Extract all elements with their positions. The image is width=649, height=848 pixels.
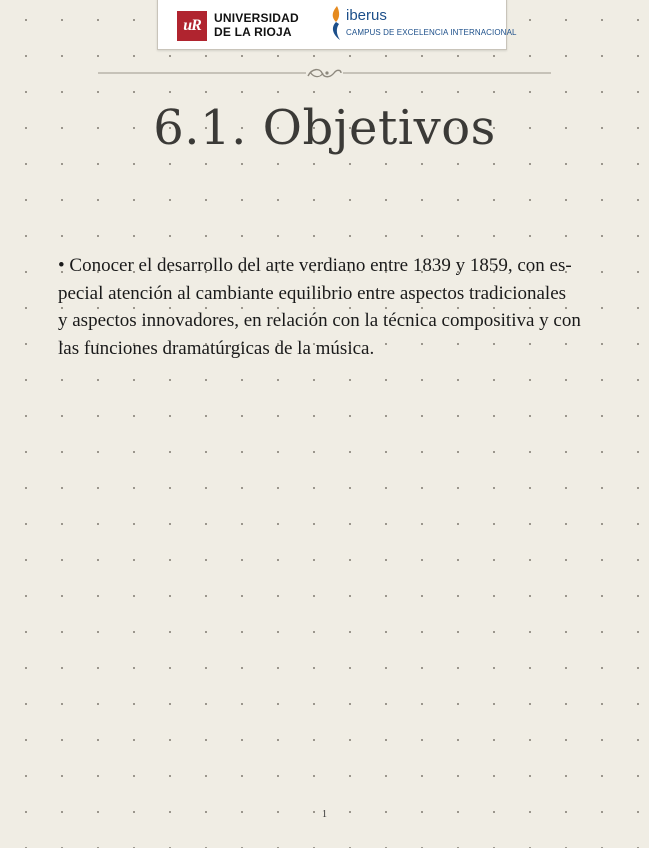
page-title: 6.1. Objetivos [153,100,496,156]
paragraph-line: las funciones dramatúrgicas de la música. [58,337,375,359]
iberus-subtitle: CAMPUS DE EXCELENCIA INTERNACIONAL [346,28,517,37]
paragraph-line: pecial atención al cambiante equilibrio entre aspectos tradicionales [58,282,567,304]
ur-name-line2: DE LA RIOJA [214,25,292,39]
ornament-flourish-icon [98,64,551,82]
universidad-rioja-logo: uR [177,11,207,41]
flame-icon [328,4,346,42]
objectives-paragraph [58,252,594,362]
paragraph-line: y aspectos innovadores, en relación con la técnica compositiva y con [58,310,581,331]
paragraph-line: • Conocer el desarrollo del arte verdiano entre 1839 y 1859, con es- [58,255,572,276]
institution-header [157,0,517,50]
ur-name-line1: UNIVERSIDAD [214,11,299,25]
iberus-name: iberus [346,7,387,24]
universidad-rioja-name [214,11,299,39]
page-number: 1 [322,809,327,820]
